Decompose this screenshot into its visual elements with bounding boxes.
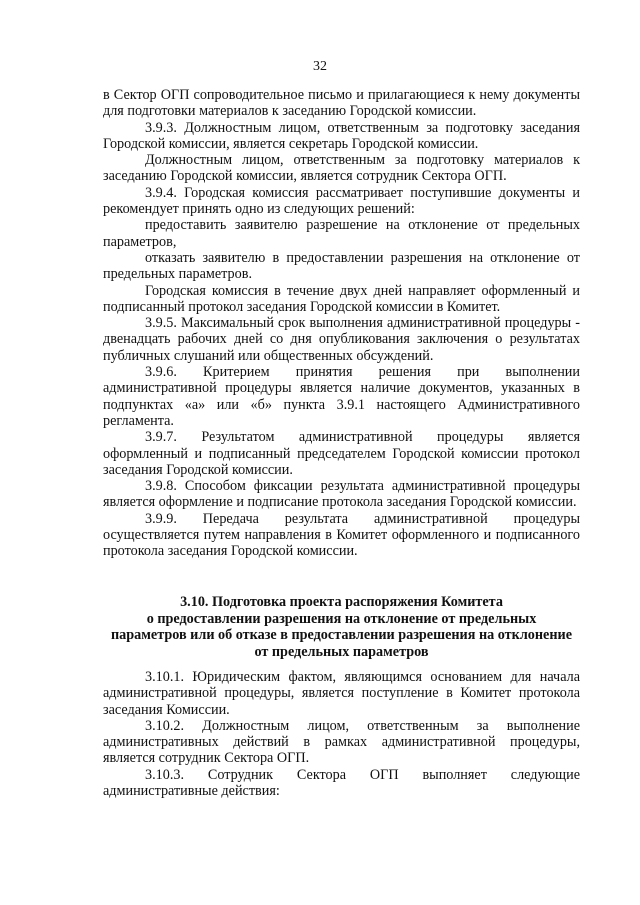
paragraph: Городская комиссия в течение двух дней направляет оформленный и подписанный протокол заседания Городской комиссии в Комитет. [103, 282, 580, 315]
paragraph: 3.9.3. Должностным лицом, ответственным за подготовку заседания Городской комиссии, является секретарь Городской комиссии. [103, 119, 580, 152]
page-number: 32 [313, 59, 327, 74]
paragraph: предоставить заявителю разрешение на отклонение от предельных параметров, [103, 217, 580, 250]
paragraph: 3.9.9. Передача результата административной процедуры осуществляется путем направления в Комитет оформленного и подписанного протокола заседания Городской комиссии. [103, 510, 580, 560]
heading-line: параметров или об отказе в предоставлении разрешения на отклонение [110, 627, 572, 643]
heading-line: от предельных параметров [254, 643, 429, 660]
paragraph: 3.9.4. Городская комиссия рассматривает поступившие документы и рекомендует принять одно из следующих решений: [103, 184, 580, 218]
paragraph: отказать заявителю в предоставлении разрешения на отклонение от предельных параметров. [103, 249, 580, 283]
paragraph: 3.9.8. Способом фиксации результата административной процедуры является оформление и подписание протокола заседания Городской комиссии. [103, 478, 580, 511]
body-text-bottom [103, 669, 580, 799]
paragraph: 3.10.2. Должностным лицом, ответственным за выполнение административных действий в рамках административной процедуры, является сотрудник Сектора ОГП. [103, 717, 580, 767]
body-text-top [103, 87, 580, 560]
paragraph: 3.10.1. Юридическим фактом, являющимся основанием для начала административной процедуры, является поступление в Комитет протокола заседания Комиссии. [103, 669, 580, 718]
heading-line: о предоставлении разрешения на отклонение от предельных [146, 610, 537, 627]
paragraph: 3.10.3. Сотрудник Сектора ОГП выполняет следующие административные действия: [103, 766, 580, 800]
heading-line: 3.10. Подготовка проекта распоряжения Комитета [180, 594, 503, 610]
paragraph: в Сектор ОГП сопроводительное письмо и прилагающиеся к нему документы для подготовки материалов к заседанию Городской комиссии. [103, 87, 580, 120]
paragraph: 3.9.5. Максимальный срок выполнения административной процедуры - двенадцать рабочих дней со дня опубликования заключения о результатах публичных слушаний или общественных обсуждений. [103, 315, 580, 364]
paragraph: 3.9.7. Результатом административной процедуры является оформленный и подписанный председателем Городской комиссии протокол заседания Городской комиссии. [103, 429, 580, 478]
paragraph: 3.9.6. Критерием принятия решения при выполнении административной процедуры является наличие документов, указанных в подпунктах «а» или «б» пункта 3.9.1 настоящего Административного регламента. [103, 364, 580, 429]
section-heading [103, 594, 580, 660]
paragraph: Должностным лицом, ответственным за подготовку материалов к заседанию Городской комиссии, является сотрудник Сектора ОГП. [103, 152, 580, 185]
